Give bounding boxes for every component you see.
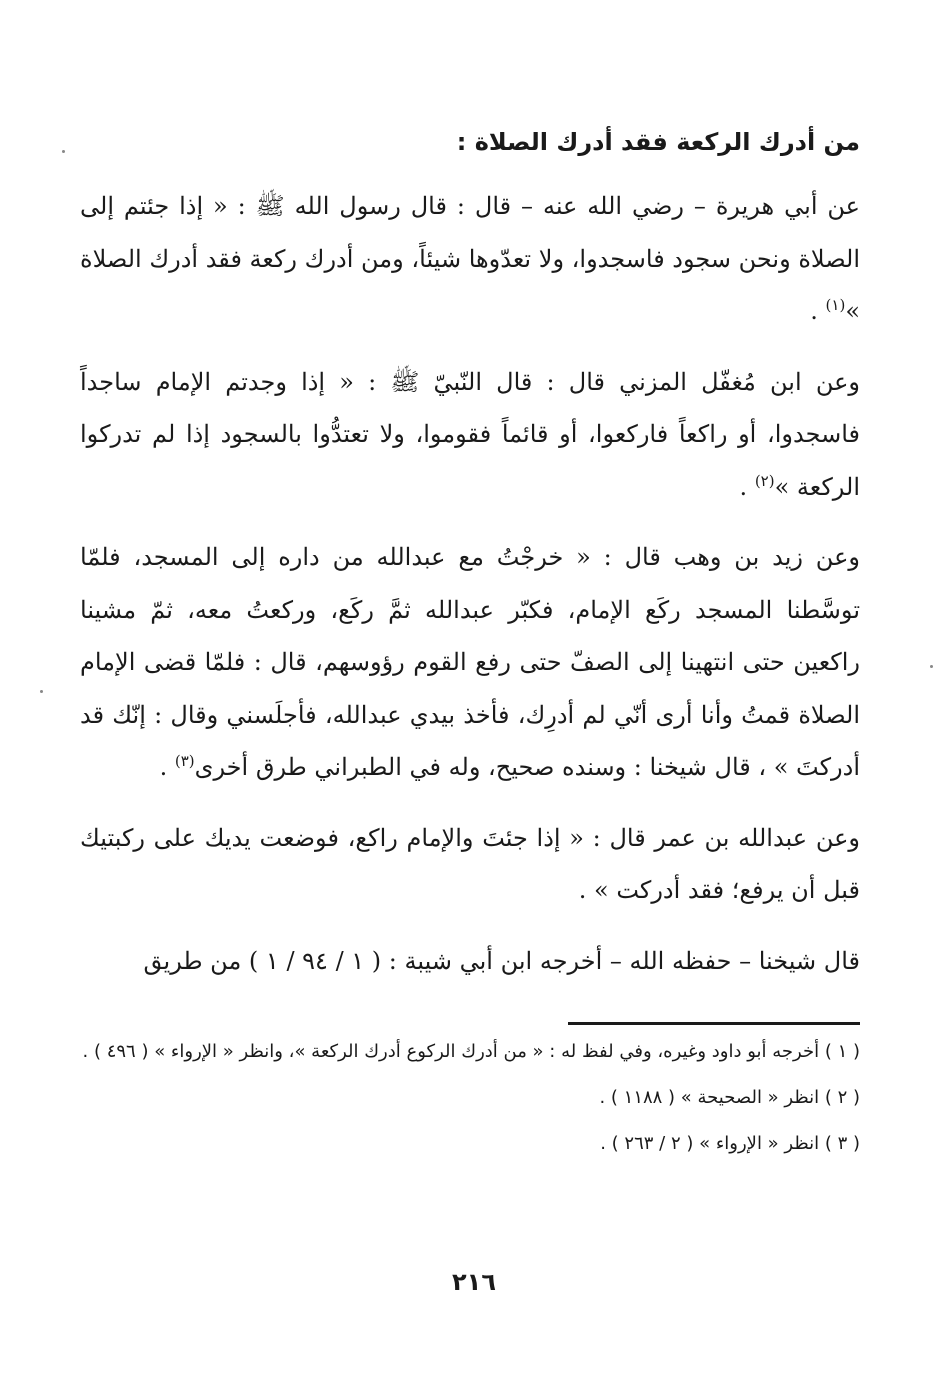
main-text: [80, 110, 860, 1005]
footnote-divider: [568, 1022, 860, 1025]
page-number: ٢١٦: [452, 1268, 496, 1296]
paragraph-abu-hurayra: [80, 180, 860, 338]
footnote-2: ( ٢ ) انظر « الصحيحة » ( ١١٨٨ ) .: [599, 1087, 860, 1108]
paragraph-text: وعن زيد بن وهب قال : « خرجْتُ مع عبدالله من داره إلى المسجد، فلمّا توسَّطنا المسجد ركَع الإمام، فكبّر عبدالله ثمَّ ركَع، وركعتُ معه، ثمّ مشينا راكعين حتى انتهينا إلى الصفّ حتى رفع القوم رؤوسهم، قال : فلمّا قضى الإمام الصلاة قمتُ وأنا أرى أنّي لم أدرِك، فأخذ بيدي عبدالله، فأجلَسني وقال : إنّك قد أدركتَ » ، قال شيخنا : وسنده صحيح، وله في الطبراني طرق أخرى: [80, 543, 860, 781]
footnote-ref-3[interactable]: (٣): [174, 752, 195, 770]
paragraph-text: وعن ابن مُغفّل المزني قال : قال النّبيّ ﷺ : « إذا وجدتم الإمام ساجداً فاسجدوا، أو راكعاً فاركعوا، أو قائماً فقوموا، ولا تعتدُّوا بالسجود إذا لم تدركوا الركعة »: [80, 367, 860, 501]
footnote-ref-1[interactable]: (١): [825, 296, 846, 314]
paragraph-ibn-umar: [80, 812, 860, 917]
paragraph-ibn-mughaffal: [80, 356, 860, 514]
footnotes: [80, 1036, 860, 1174]
paragraph-shaykh-note: [80, 935, 860, 988]
scan-speck: [930, 665, 933, 668]
scan-speck: [62, 150, 65, 153]
paragraph-end: .: [739, 472, 755, 501]
footnote-3: ( ٣ ) انظر « الإرواء » ( ٢ / ٢٦٣ ) .: [600, 1133, 860, 1154]
paragraph-text: وعن عبدالله بن عمر قال : « إذا جئتَ والإمام راكع، فوضعت يديك على ركبتيك قبل أن يرفع؛ فقد أدركت » .: [80, 823, 860, 904]
paragraph-text: قال شيخنا – حفظه الله – أخرجه ابن أبي شيبة : ( ١ / ٩٤ / ١ ) من طريق: [143, 946, 860, 975]
footnote-1: ( ١ ) أخرجه أبو داود وغيره، وفي لفظ له : « من أدرك الركوع أدرك الركعة »، وانظر « الإرواء » ( ٤٩٦ ) .: [82, 1041, 860, 1062]
scan-speck: [40, 690, 43, 693]
paragraph-end: .: [810, 297, 826, 325]
paragraph-end: .: [159, 753, 175, 781]
paragraph-zayd-ibn-wahb: [80, 531, 860, 794]
footnote-ref-2[interactable]: (٢): [754, 471, 775, 490]
section-heading: من أدرك الركعة فقد أدرك الصلاة :: [456, 128, 860, 156]
paragraph-text: عن أبي هريرة – رضي الله عنه – قال : قال رسول الله ﷺ : « إذا جئتم إلى الصلاة ونحن سجود فاسجدوا، ولا تعدّوها شيئاً، ومن أدرك ركعة فقد أدرك الصلاة »: [80, 192, 860, 325]
